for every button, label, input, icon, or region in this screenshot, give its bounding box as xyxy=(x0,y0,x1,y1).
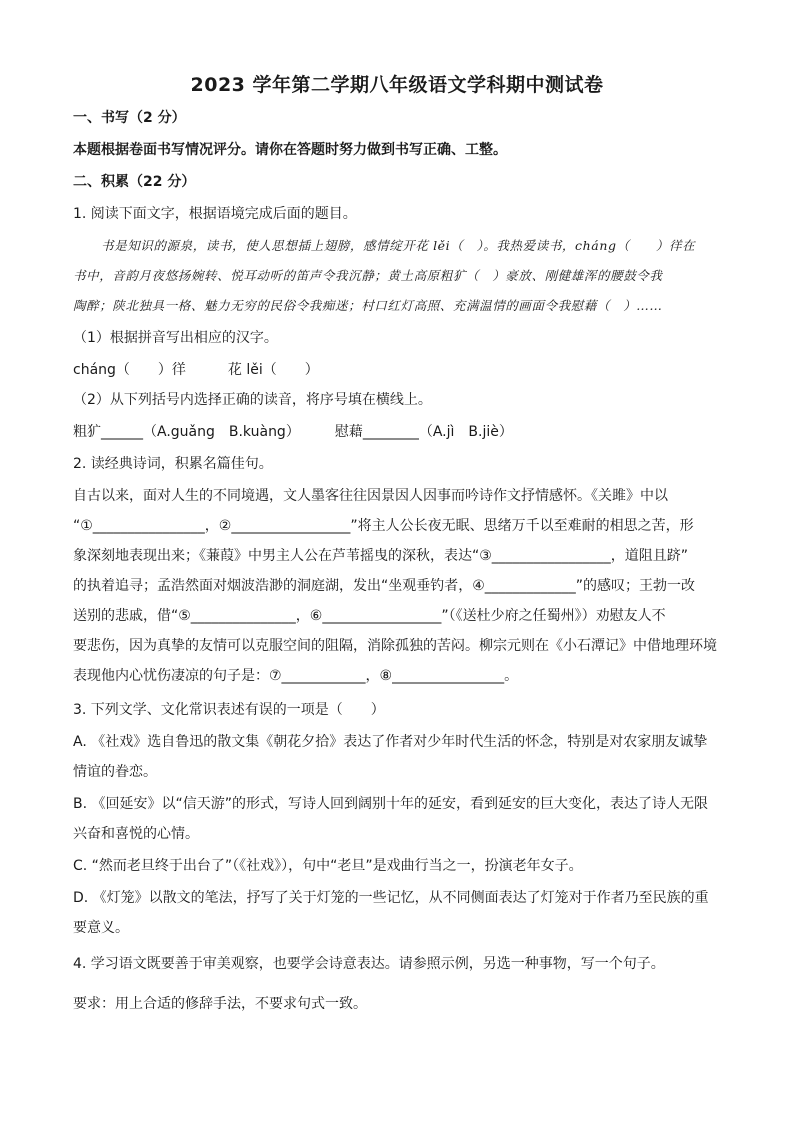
q2-line: 要悲伤，因为真挚的友情可以克服空间的阻隔，消除孤独的苦闷。柳宗元则在《小石潭记》中借地理环境 xyxy=(73,638,717,654)
q2-prompt: 2. 读经典诗词，积累名篇佳句。 xyxy=(73,456,273,472)
q1-passage-line: 陶醉；陕北独具一格、魅力无穷的民俗令我痴迷；村口红灯高照、充满温情的画面令我慰藉（ ）…… xyxy=(73,298,663,313)
q2-line: 象深刻地表现出来；《蒹葭》中男主人公在芦苇摇曳的深秋，表达“③_________________，道阻且跻” xyxy=(73,548,689,564)
q1-sub1: （1）根据拼音写出相应的汉字。 xyxy=(73,330,278,346)
q3-prompt: 3. 下列文学、文化常识表述有误的一项是（ ） xyxy=(73,702,385,718)
q2-line: 的执着追寻；孟浩然面对烟波浩渺的洞庭湖，发出“坐观垂钓者，④_____________”的感叹；王勃一改 xyxy=(73,578,696,594)
q4-requirement: 要求：用上合适的修辞手法，不要求句式一致。 xyxy=(73,996,367,1012)
q1-sub1-answer: cháng（ ）徉 花 lěi（ ） xyxy=(73,362,319,378)
q2-line: 表现他内心忧伤凄凉的句子是：⑦____________，⑧________________。 xyxy=(73,668,519,684)
section2-heading: 二、积累（22 分） xyxy=(73,174,196,190)
section1-text: 本题根据卷面书写情况评分。请你在答题时努力做到书写正确、工整。 xyxy=(73,142,507,158)
q4-prompt: 4. 学习语文既要善于审美观察，也要学会诗意表达。请参照示例，另选一种事物，写一个句子。 xyxy=(73,956,665,972)
q3-option: 兴奋和喜悦的心情。 xyxy=(73,826,199,842)
q1-prompt: 1. 阅读下面文字，根据语境完成后面的题目。 xyxy=(73,206,357,222)
q1-sub2: （2）从下列括号内选择正确的读音，将序号填在横线上。 xyxy=(73,392,432,408)
q1-passage-line: 书是知识的源泉，读书，使人思想插上翅膀，感情绽开花 lěi（ ）。我热爱读书，cháng（ ）徉在 xyxy=(101,238,696,253)
q2-line: 自古以来，面对人生的不同境遇，文人墨客往往因景因人因事而吟诗作文抒情感怀。《关雎》中以 xyxy=(73,488,668,504)
q3-option: A. 《社戏》选自鲁迅的散文集《朝花夕拾》表达了作者对少年时代生活的怀念，特别是对农家朋友诚挚 xyxy=(73,734,708,750)
q1-sub2-answer: 粗犷______（A.guǎng B.kuàng） 慰藉________（A.jì B.jiè） xyxy=(73,424,513,440)
section1-heading: 一、书写（2 分） xyxy=(73,110,186,126)
q2-line: “①________________，②_________________”将主人公长夜无眠、思绪万千以至难耐的相思之苦，形 xyxy=(73,518,694,534)
q2-line: 送别的悲戚，借“⑤_______________，⑥_________________”（《送杜少府之任蜀州》）劝慰友人不 xyxy=(73,608,666,624)
q3-option: D. 《灯笼》以散文的笔法，抒写了关于灯笼的一些记忆，从不同侧面表达了灯笼对于作者乃至民族的重 xyxy=(73,890,709,906)
q3-option: C. “然而老旦终于出台了”（《社戏》），句中“老旦”是戏曲行当之一，扮演老年女子。 xyxy=(73,858,583,874)
q3-option: B. 《回延安》以“信天游”的形式，写诗人回到阔别十年的延安，看到延安的巨大变化，表达了诗人无限 xyxy=(73,796,709,812)
page-title: 2023 学年第二学期八年级语文学科期中测试卷 xyxy=(190,74,604,96)
q3-option: 要意义。 xyxy=(73,920,129,936)
q1-passage-line: 书中，音韵月夜悠扬婉转、悦耳动听的笛声令我沉静；黄土高原粗犷（ ）豪放、刚健雄浑的腰鼓令我 xyxy=(73,268,663,283)
q3-option: 情谊的眷恋。 xyxy=(73,764,157,780)
